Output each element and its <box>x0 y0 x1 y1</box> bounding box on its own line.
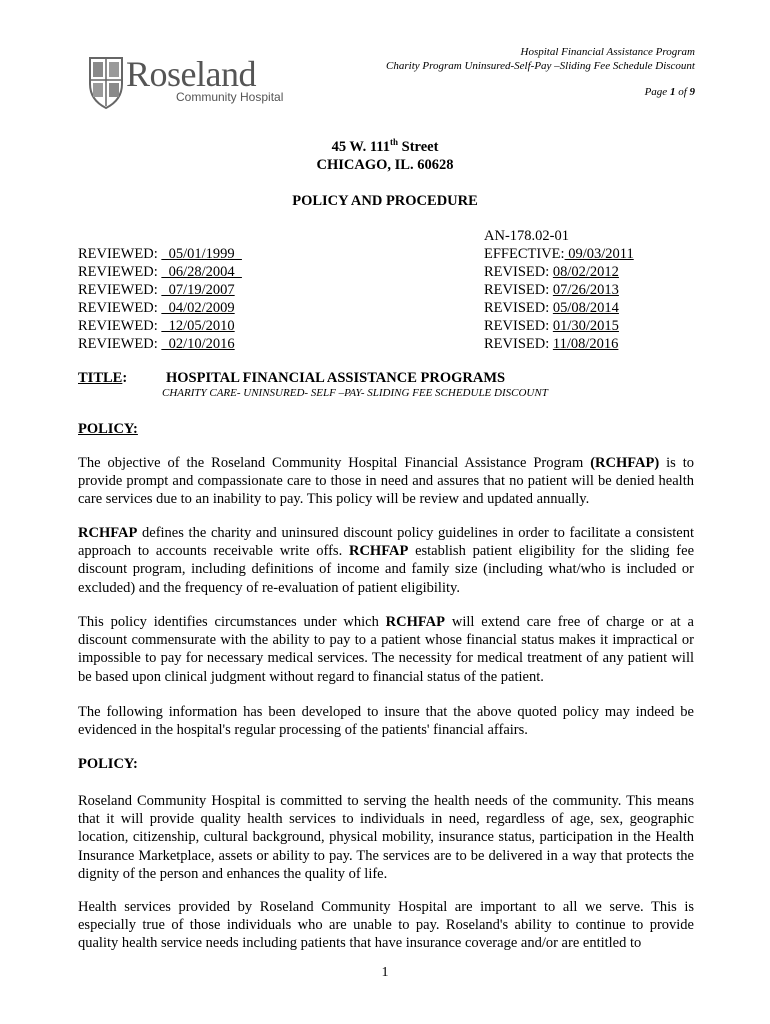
footer-page-number: 1 <box>381 965 389 980</box>
policy-heading-2: POLICY: <box>78 756 138 772</box>
reviewed-row: REVIEWED: 06/28/2004 <box>78 264 242 280</box>
shield-crest-icon <box>88 54 124 110</box>
paragraph-circumstances: This policy identifies circumstances under which RCHFAP will extend care free of charge or at a discount commensurate with the ability to pay to a patient whose financial status makes it impractical or impossible to pay for necessary medical services. The necessity for medical treatment of any patient will be based upon clinical judgment without regard to financial status of the patient. <box>78 614 694 685</box>
logo-name: Roseland <box>126 54 256 94</box>
revised-row: REVISED: 01/30/2015 <box>484 318 619 334</box>
reviewed-row: REVIEWED: 02/10/2016 <box>78 336 235 352</box>
header-page-number: Page 1 of 9 <box>644 86 695 98</box>
paragraph-objective: The objective of the Roseland Community Hospital Financial Assistance Program (RCHFAP) is to provide prompt and compassionate care to those in need and assures that no patient will be denied health care services due to an inability to pay. This policy will be review and updated annually. <box>78 455 694 508</box>
title-text: HOSPITAL FINANCIAL ASSISTANCE PROGRAMS <box>166 370 506 386</box>
paragraph-rchfap-defines: RCHFAP defines the charity and uninsured discount policy guidelines in order to facilitate a consistent approach to accounts receivable write offs. RCHFAP establish patient eligibility for the sliding fee discount program, including definitions of income and family size (including what/who is included or excluded) and the frequency of re-evaluation of patient eligibility. <box>78 525 694 596</box>
revised-row: REVISED: 08/02/2012 <box>484 264 619 280</box>
title-label: TITLE: <box>78 370 128 386</box>
revised-row: REVISED: 11/08/2016 <box>484 336 619 352</box>
paragraph-commitment: Roseland Community Hospital is committed to serving the health needs of the community. This means that it will provide quality health services to individuals in need, regardless of age, sex, geographic location, citizenship, cultural background, physical mobility, insurance status, participation in the Health Insurance Marketplace, assets or ability to pay. The services are to be delivered in a way that protects the dignity of the person and enhances the quality of life. <box>78 793 694 882</box>
paragraph-information: The following information has been developed to insure that the above quoted policy may indeed be evidenced in the hospital's regular processing of the patients' financial affairs. <box>78 704 694 739</box>
address-city: CHICAGO, IL. 60628 <box>316 157 454 173</box>
reviewed-list <box>78 245 242 353</box>
header-program-line2: Charity Program Uninsured-Self-Pay –Sliding Fee Schedule Discount <box>386 60 695 72</box>
reviewed-row: REVIEWED: 12/05/2010 <box>78 318 235 334</box>
address-street: 45 W. 111th Street <box>331 137 439 155</box>
reviewed-row: REVIEWED: 04/02/2009 <box>78 300 235 316</box>
header-program-info <box>386 45 695 99</box>
revised-row: REVISED: 05/08/2014 <box>484 300 619 316</box>
doc-type: POLICY AND PROCEDURE <box>292 193 478 209</box>
doc-number: AN-178.02-01 <box>484 228 569 244</box>
revised-list <box>484 245 634 353</box>
reviewed-row: REVIEWED: 07/19/2007 <box>78 282 235 298</box>
paragraph-health-services: Health services provided by Roseland Community Hospital are important to all we serve. This is especially true of those individuals who are unable to pay. Roseland's ability to continue to provide quality health service needs including patients that have insurance coverage and/or are entitled to <box>78 899 694 952</box>
hospital-logo <box>88 52 288 112</box>
policy-heading: POLICY: <box>78 421 138 437</box>
revised-row: REVISED: 07/26/2013 <box>484 282 619 298</box>
title-subtitle: CHARITY CARE- UNINSURED- SELF –PAY- SLIDING FEE SCHEDULE DISCOUNT <box>162 387 548 399</box>
reviewed-row: REVIEWED: 05/01/1999 <box>78 246 242 262</box>
logo-subtitle: Community Hospital <box>176 90 284 104</box>
header-program-line1: Hospital Financial Assistance Program <box>520 46 695 58</box>
revised-row: EFFECTIVE: 09/03/2011 <box>484 246 634 262</box>
